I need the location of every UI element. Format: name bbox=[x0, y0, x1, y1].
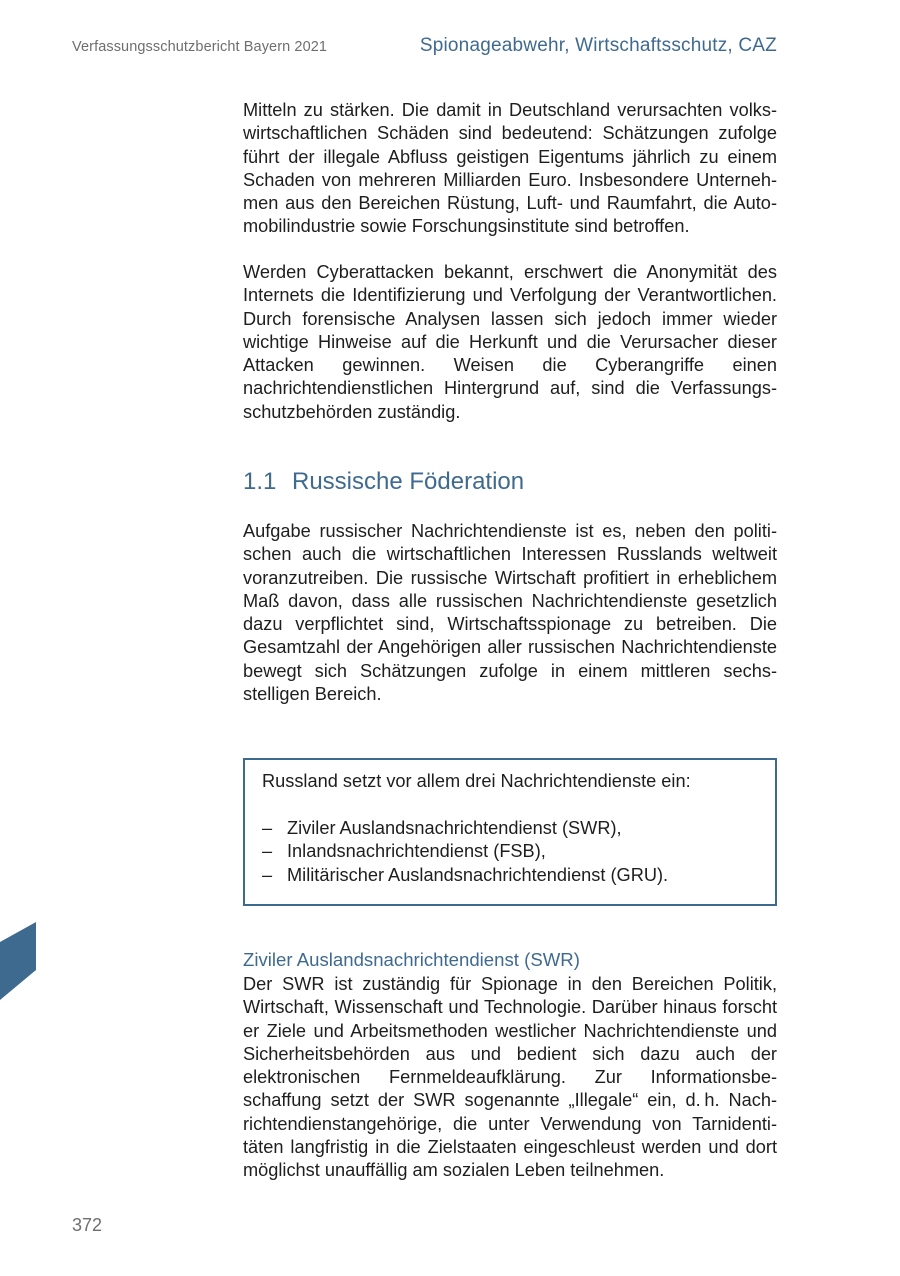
info-box bbox=[243, 758, 777, 906]
page-number: 372 bbox=[72, 1215, 103, 1235]
list-dash: – bbox=[262, 864, 273, 885]
service-list bbox=[262, 817, 668, 887]
list-dash: – bbox=[262, 818, 273, 838]
section-heading bbox=[243, 468, 524, 496]
subheading-swr: Ziviler Auslandsnachrichtendienst (SWR) bbox=[243, 949, 580, 970]
list-item-text: Militärischer Auslandsnachrichtendienst (GRU). bbox=[287, 864, 669, 885]
paragraph-russian-services: Aufgabe russischer Nachrichtendienste ist es, neben den politischen auch die wirtschaftlichen Interessen Russlands weltweit voranzutreiben. Die russische Wirtschaft profitiert in erheblichem Maß davon, dass alle russischen Nachrichtendienste gesetzlich dazu verpflichtet sind, Wirtschaftsspionage zu betreiben. Die Gesamtzahl der Angehörigen aller russischen Nachrichtendienste bewegt sich Schätzungen zufolge in einem mittleren sechsstelligen Bereich. bbox=[243, 521, 777, 705]
paragraph-swr: Der SWR ist zuständig für Spionage in den Bereichen Politik, Wirtschaft, Wissenschaft und Technologie. Darüber hinaus forscht er Ziele und Arbeitsmethoden westlicher Nachrichtendienste und Sicherheitsbehörden aus und bedient sich dazu auch der elektronischen Fernmeldeaufklärung. Zur Informationsbeschaffung setzt der SWR sogenannte „Illegale“ ein, d. h. Nachrichtendienstangehörige, die unter Verwendung von Tarnidentitäten langfristig in die Zielstaaten eingeschleust werden und dort möglichst unauffällig am sozialen Leben teilnehmen. bbox=[243, 974, 777, 1181]
paragraph-cyberattacks: Werden Cyberattacken bekannt, erschwert die Anonymität des Internets die Identifizierung und Verfolgung der Verantwortlichen. Durch forensische Analysen lassen sich jedoch immer wieder wichtige Hinweise auf die Herkunft und die Verursacher dieser Attacken gewinnen. Weisen die Cyberangriffe einen nachrichtendienstlichen Hintergrund auf, sind die Verfassungsschutzbehörden zuständig. bbox=[243, 262, 777, 422]
chapter-tab-shape bbox=[0, 922, 36, 1000]
list-item-text: Ziviler Auslandsnachrichtendienst (SWR), bbox=[287, 818, 622, 838]
paragraph-economic-damage: Mitteln zu stärken. Die damit in Deutschland verursachten volkswirtschaftlichen Schäden sind bedeutend: Schätzungen zufolge führt der illegale Abfluss geistigen Eigentums jährlich zu einem Schaden von mehreren Milliarden Euro. Insbesondere Unternehmen aus den Bereichen Rüstung, Luft- und Raumfahrt, die Automobilindustrie sowie Forschungsinstitute sind betroffen. bbox=[243, 100, 777, 237]
section-title: Russische Föderation bbox=[292, 468, 525, 495]
list-dash: – bbox=[262, 841, 273, 862]
list-item-text: Inlandsnachrichtendienst (FSB), bbox=[287, 841, 546, 862]
chapter-tab-marker bbox=[0, 922, 38, 1000]
list-item bbox=[262, 864, 668, 887]
chapter-header: Spionageabwehr, Wirtschaftsschutz, CAZ bbox=[419, 35, 777, 56]
section-number: 1.1 bbox=[243, 468, 277, 495]
info-box-intro: Russland setzt vor allem drei Nachrichtendienste ein: bbox=[262, 771, 691, 791]
list-item bbox=[262, 840, 668, 863]
running-header-title: Verfassungsschutzbericht Bayern 2021 bbox=[72, 39, 328, 55]
list-item bbox=[262, 817, 668, 840]
